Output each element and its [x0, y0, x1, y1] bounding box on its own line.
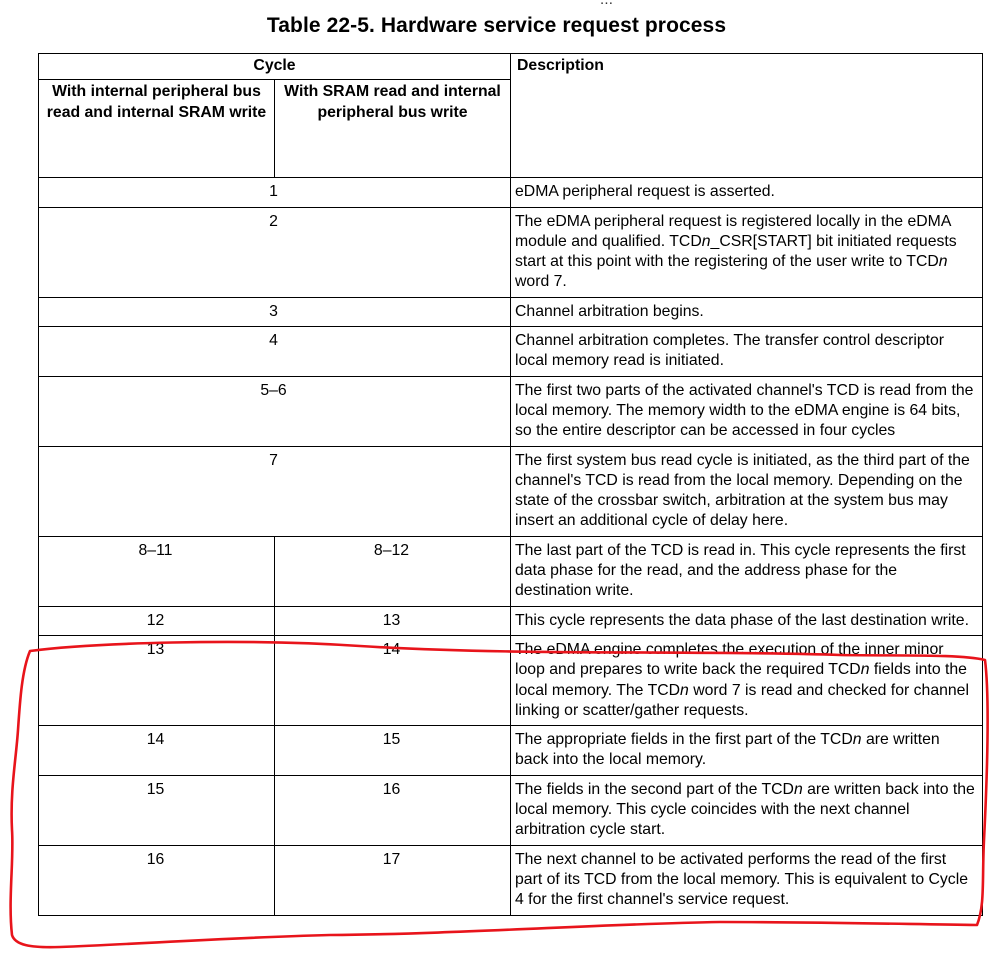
table-row	[39, 297, 983, 326]
cycle-cell-sram: 15	[275, 726, 511, 776]
cycle-cell-peripheral: 16	[39, 845, 275, 915]
cycle-cell-peripheral: 12	[39, 606, 275, 635]
table-row	[39, 207, 983, 297]
cycle-cell: 1	[39, 178, 511, 207]
hardware-service-request-table	[38, 53, 983, 916]
description-cell: The first system bus read cycle is initiated, as the third part of the channel's TCD is read from the local memory. Depending on the state of the crossbar switch, arbitration at the system bus may insert an additional cycle of delay here.	[511, 446, 983, 536]
cycle-cell-sram: 13	[275, 606, 511, 635]
description-cell: The first two parts of the activated channel's TCD is read from the local memory. The memory width to the eDMA engine is 64 bits, so the entire descriptor can be accessed in four cycles	[511, 376, 983, 446]
cycle-cell-peripheral: 13	[39, 635, 275, 725]
description-cell: The appropriate fields in the first part of the TCDn are written back into the local memory.	[511, 726, 983, 776]
table-title: Table 22-5. Hardware service request process	[266, 14, 727, 37]
table-row	[39, 726, 983, 776]
table-row	[39, 446, 983, 536]
cut-off-header-text	[600, 0, 613, 8]
cycle-subheader-peripheral-read: With internal peripheral bus read and internal SRAM write	[39, 80, 275, 178]
table-row	[39, 635, 983, 725]
description-cell: Channel arbitration begins.	[511, 297, 983, 326]
description-cell: The eDMA peripheral request is registered locally in the eDMA module and qualified. TCDn_CSR[START] bit initiated requests start at this point with the registering of the user write to TCDn word 7.	[511, 207, 983, 297]
description-cell: The fields in the second part of the TCDn are written back into the local memory. This cycle coincides with the next channel arbitration cycle start.	[511, 775, 983, 845]
table-row	[39, 775, 983, 845]
cycle-cell-peripheral: 14	[39, 726, 275, 776]
table-row	[39, 376, 983, 446]
table-row	[39, 845, 983, 915]
cycle-cell: 2	[39, 207, 511, 297]
table-row	[39, 536, 983, 606]
cycle-cell: 4	[39, 327, 511, 377]
cycle-subheader-sram-read: With SRAM read and internal peripheral bus write	[275, 80, 511, 178]
table-row	[39, 178, 983, 207]
description-cell: eDMA peripheral request is asserted.	[511, 178, 983, 207]
cycle-cell-peripheral: 15	[39, 775, 275, 845]
cycle-cell-sram: 8–12	[275, 536, 511, 606]
table-row	[39, 327, 983, 377]
cycle-cell-peripheral: 8–11	[39, 536, 275, 606]
description-header: Description	[511, 54, 983, 178]
cycle-cell-sram: 17	[275, 845, 511, 915]
cycle-cell-sram: 16	[275, 775, 511, 845]
table-row	[39, 606, 983, 635]
description-cell: The eDMA engine completes the execution of the inner minor loop and prepares to write back the required TCDn fields into the local memory. The TCDn word 7 is read and checked for channel linking or scatter/gather requests.	[511, 635, 983, 725]
cycle-header: Cycle	[39, 54, 511, 80]
cycle-cell: 5–6	[39, 376, 511, 446]
description-cell: Channel arbitration completes. The transfer control descriptor local memory read is initiated.	[511, 327, 983, 377]
description-cell: The last part of the TCD is read in. This cycle represents the first data phase for the read, and the address phase for the destination write.	[511, 536, 983, 606]
description-cell: This cycle represents the data phase of the last destination write.	[511, 606, 983, 635]
description-cell: The next channel to be activated performs the read of the first part of its TCD from the local memory. This is equivalent to Cycle 4 for the first channel's service request.	[511, 845, 983, 915]
cycle-cell: 7	[39, 446, 511, 536]
cycle-cell: 3	[39, 297, 511, 326]
cycle-cell-sram: 14	[275, 635, 511, 725]
